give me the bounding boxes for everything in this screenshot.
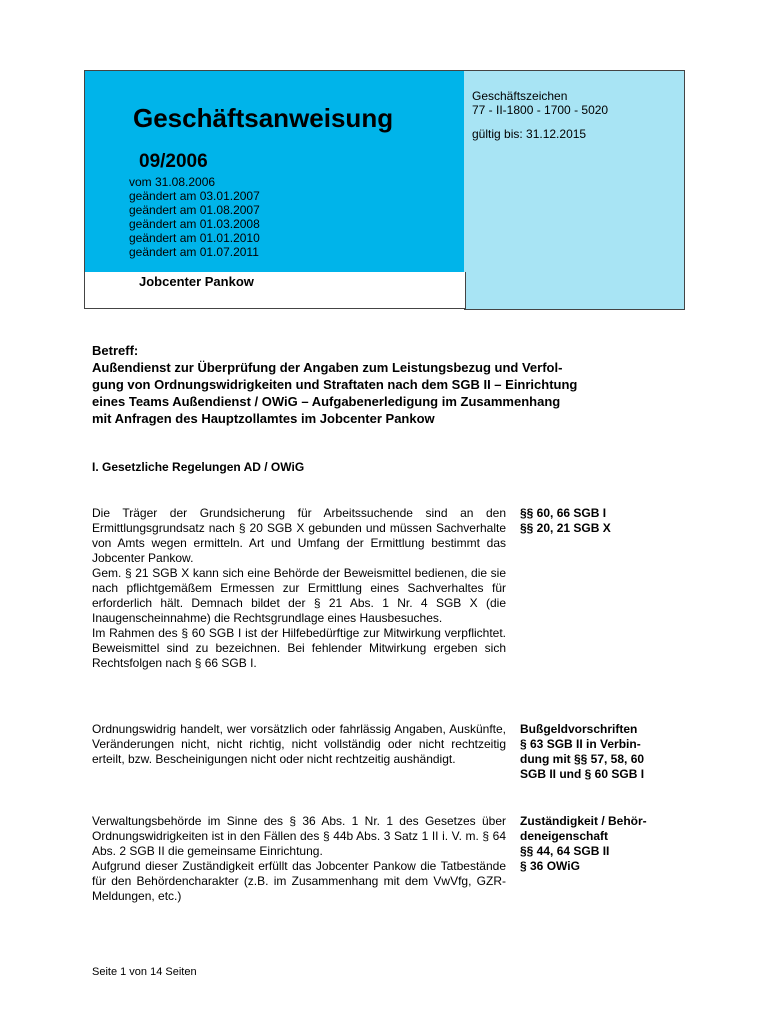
- paragraph-text: Verwaltungsbehörde im Sinne des § 36 Abs. 1 Nr. 1 des Gesetzes über Ordnungswidrigkeiten ist in den Fällen des § 44b Abs. 3 Satz 1 II i. V. m. § 64 Abs. 2 SGB II die gemeinsame Einrichtung.: [92, 814, 506, 858]
- subject-block: [92, 342, 682, 427]
- header-title-box: [84, 70, 466, 274]
- page-footer: Seite 1 von 14 Seiten: [92, 966, 197, 978]
- subject-line: eines Teams Außendienst / OWiG – Aufgabenerledigung im Zusammenhang: [92, 394, 561, 409]
- subject-label: Betreff:: [92, 343, 139, 358]
- valid-until: gültig bis: 31.12.2015: [472, 127, 587, 141]
- subject-line: gung von Ordnungswidrigkeiten und Straftaten nach dem SGB II – Einrichtung: [92, 377, 578, 392]
- margin-note-line: deneigenschaft: [520, 829, 609, 843]
- margin-note-line: §§ 44, 64 SGB II: [520, 844, 610, 858]
- paragraph-2: [92, 722, 506, 767]
- paragraph-text: Aufgrund dieser Zuständigkeit erfüllt das Jobcenter Pankow die Tatbestände für den Behördencharakter (z.B. im Zusammenhang mit dem VwVfg, GZR-Meldungen, etc.): [92, 859, 506, 903]
- date-line: geändert am 01.03.2008: [129, 217, 260, 231]
- margin-note-line: § 36 OWiG: [520, 859, 580, 873]
- margin-note-line: § 63 SGB II in Verbin-: [520, 737, 641, 751]
- reference-label: Geschäftszeichen: [472, 89, 568, 103]
- date-line: geändert am 01.07.2011: [129, 245, 259, 259]
- margin-note-line: SGB II und § 60 SGB I: [520, 767, 645, 781]
- paragraph-text: Im Rahmen des § 60 SGB I ist der Hilfebedürftige zur Mitwirkung verpflichtet. Beweismittel sind zu bezeichnen. Bei fehlender Mitwirkung ergeben sich Rechtsfolgen nach § 66 SGB I.: [92, 626, 506, 670]
- date-line: geändert am 01.01.2010: [129, 231, 260, 245]
- date-line: vom 31.08.2006: [129, 175, 216, 189]
- reference-block: [472, 89, 608, 141]
- paragraph-text: Die Träger der Grundsicherung für Arbeitssuchende sind an den Ermittlungsgrundsatz nach § 20 SGB X gebunden und müssen Sachverhalte von Amts wegen ermitteln. Art und Umfang der Ermittlung bestimmt das Jobcenter Pankow.: [92, 506, 506, 565]
- margin-note-line: Bußgeldvorschriften: [520, 722, 638, 736]
- margin-note-1: [520, 506, 680, 536]
- document-title: Geschäftsanweisung: [133, 103, 394, 133]
- margin-note-3: [520, 814, 680, 874]
- office-row: [84, 272, 466, 291]
- date-line: geändert am 03.01.2007: [129, 189, 260, 203]
- margin-note-line: §§ 60, 66 SGB I: [520, 506, 607, 520]
- margin-note-2: [520, 722, 680, 782]
- reference-number: 77 - II-1800 - 1700 - 5020: [472, 103, 609, 117]
- subject-line: mit Anfragen des Hauptzollamtes im Jobcenter Pankow: [92, 411, 435, 426]
- margin-note-line: dung mit §§ 57, 58, 60: [520, 752, 645, 766]
- header-reference-box: [464, 70, 685, 310]
- date-line: geändert am 01.08.2007: [129, 203, 260, 217]
- empty-row: [84, 290, 466, 309]
- office-name: Jobcenter Pankow: [139, 274, 254, 289]
- section-heading: I. Gesetzliche Regelungen AD / OWiG: [92, 460, 305, 474]
- margin-note-line: §§ 20, 21 SGB X: [520, 521, 611, 535]
- margin-note-line: Zuständigkeit / Behör-: [520, 814, 647, 828]
- paragraph-text: Gem. § 21 SGB X kann sich eine Behörde der Beweismittel bedienen, die sie nach pflichtgemäßem Ermessen zur Ermittlung eines Sachverhaltes für erforderlich hält. Demnach bildet der § 21 Abs. 1 Nr. 4 SGB X (die Inaugenscheinnahme) die Rechtsgrundlage eines Hausbesuches.: [92, 566, 506, 625]
- document-number: 09/2006: [139, 151, 208, 172]
- paragraph-1: [92, 506, 506, 671]
- paragraph-text: Ordnungswidrig handelt, wer vorsätzlich oder fahrlässig Angaben, Auskünfte, Veränderungen nicht, nicht richtig, nicht vollständig oder nicht rechtzeitig erteilt, bzw. Bescheinigungen nicht oder nicht rechtzeitig aushändigt.: [92, 722, 506, 766]
- revision-dates: [129, 175, 260, 259]
- subject-line: Außendienst zur Überprüfung der Angaben zum Leistungsbezug und Verfol-: [92, 360, 563, 375]
- paragraph-3: [92, 814, 506, 904]
